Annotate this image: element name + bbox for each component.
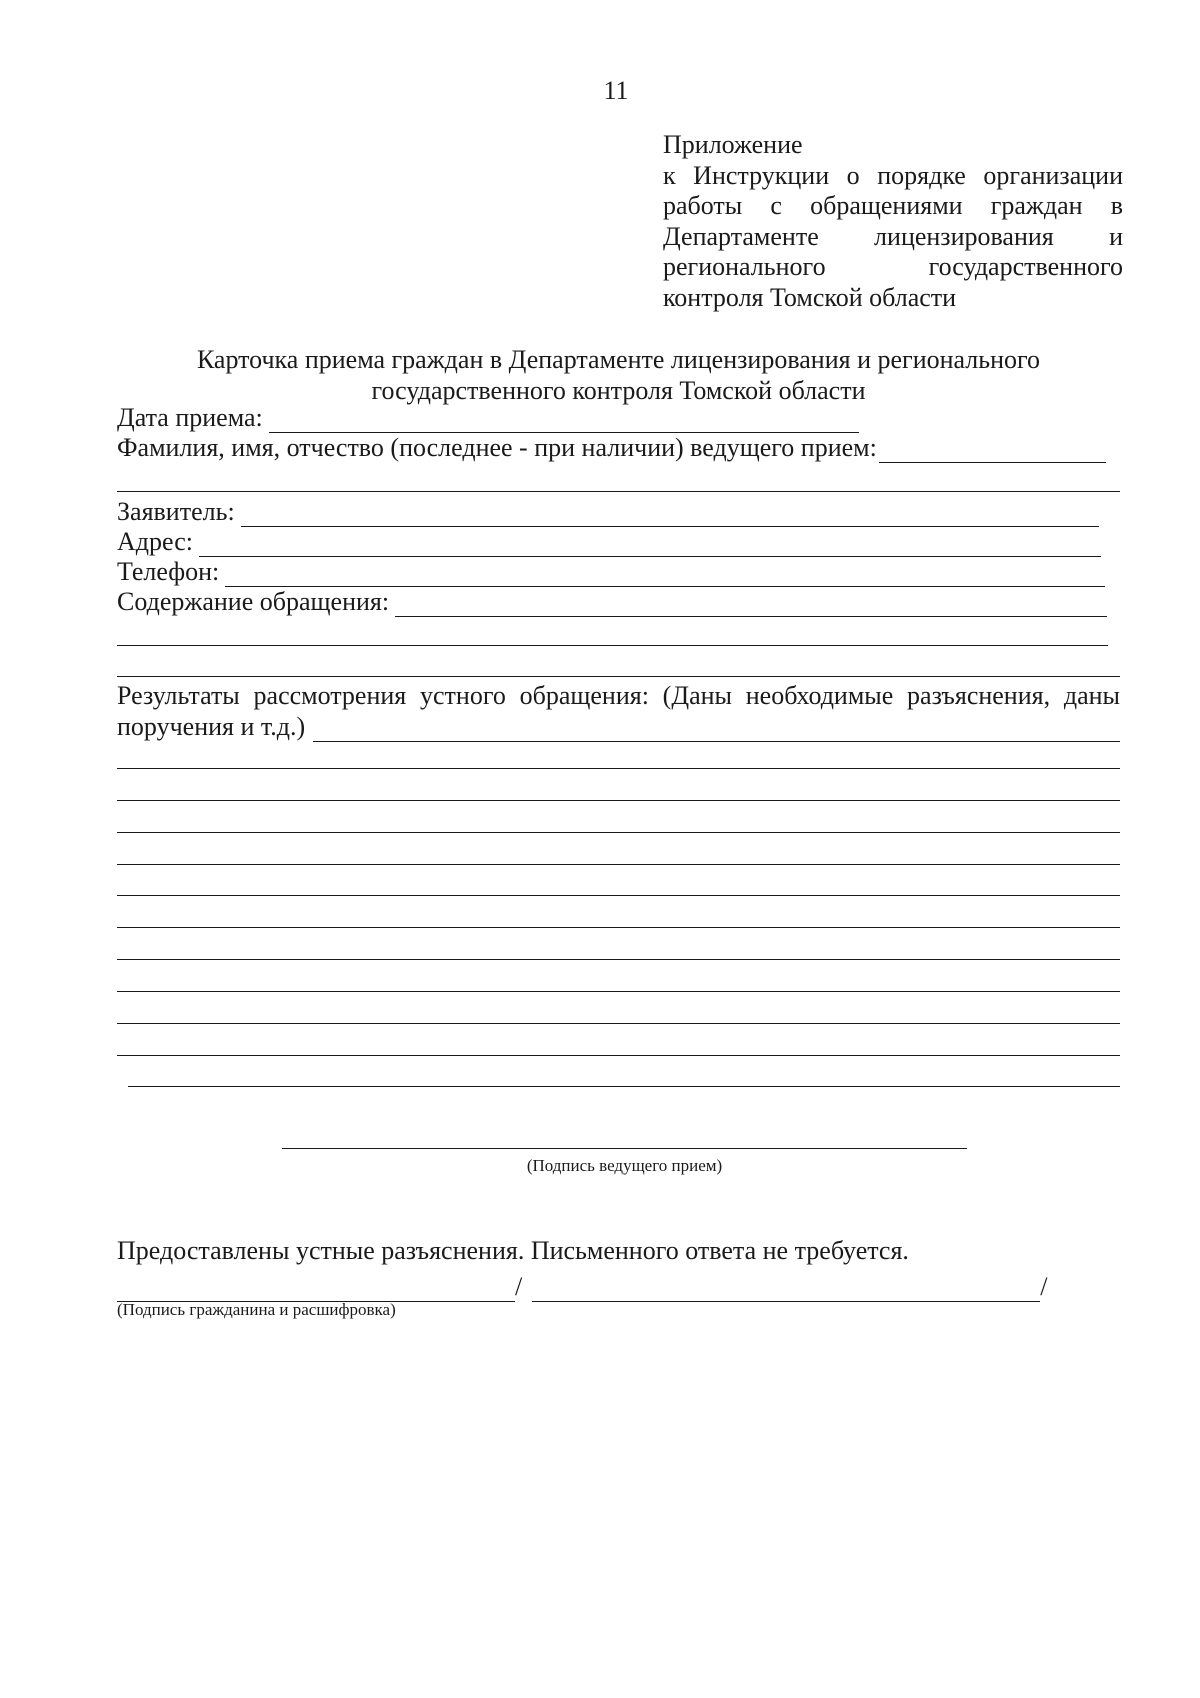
- results-input-line[interactable]: [313, 717, 1120, 742]
- applicant-field[interactable]: [117, 497, 1099, 527]
- address-field[interactable]: [117, 527, 1101, 557]
- host-name-label: Фамилия, имя, отчество (последнее - при наличии) ведущего прием:: [117, 433, 877, 462]
- results-label-continuation: [117, 711, 1120, 742]
- results-label: Результаты рассмотрения устного обращения: (Даны необходимые разъяснения, даны: [117, 681, 1120, 710]
- results-line[interactable]: [117, 768, 1120, 769]
- applicant-input-line[interactable]: [241, 502, 1099, 527]
- slash-separator: /: [1040, 1272, 1048, 1301]
- content-label: Содержание обращения:: [117, 587, 390, 616]
- results-block: [117, 680, 1120, 742]
- citizen-signature-caption: (Подпись гражданина и расшифровка): [117, 1300, 396, 1319]
- phone-label: Телефон:: [117, 557, 220, 586]
- date-label: Дата приема:: [117, 403, 263, 432]
- card-title-line: Карточка приема граждан в Департаменте лицензирования и регионального: [196, 345, 1041, 374]
- results-line[interactable]: [117, 895, 1120, 896]
- content-input-line[interactable]: [395, 592, 1107, 617]
- appendix-line: контроля Томской области: [663, 282, 957, 312]
- content-continuation-line[interactable]: [117, 645, 1108, 646]
- citizen-signature-line[interactable]: [117, 1277, 515, 1302]
- results-line[interactable]: [117, 959, 1120, 960]
- provided-statement: Предоставлены устные разъяснения. Письменного ответа не требуется.: [117, 1236, 909, 1265]
- host-signature-line[interactable]: [282, 1148, 967, 1149]
- address-input-line[interactable]: [199, 532, 1101, 557]
- results-line[interactable]: [117, 864, 1120, 865]
- appendix-block: [663, 130, 1123, 313]
- slash-separator: /: [515, 1272, 523, 1301]
- results-line[interactable]: [117, 832, 1120, 833]
- results-label-tail: поручения и т.д.): [117, 712, 306, 741]
- appendix-line: Приложение: [663, 130, 803, 159]
- results-line[interactable]: [117, 991, 1120, 992]
- page-number: 11: [603, 76, 629, 105]
- host-name-continuation-line[interactable]: [117, 491, 1120, 492]
- results-line[interactable]: [117, 1055, 1120, 1056]
- results-line[interactable]: [117, 800, 1120, 801]
- date-input-line[interactable]: [269, 408, 859, 433]
- citizen-signature-row[interactable]: [117, 1272, 1047, 1302]
- citizen-name-line[interactable]: [532, 1277, 1040, 1302]
- card-title-line: государственного контроля Томской области: [371, 376, 866, 405]
- results-line[interactable]: [117, 927, 1120, 928]
- appendix-line: работы с обращениями граждан в: [663, 191, 1123, 220]
- appendix-line: к Инструкции о порядке организации: [663, 160, 1123, 190]
- content-field[interactable]: [117, 587, 1107, 617]
- appendix-line: регионального государственного: [663, 252, 1123, 281]
- date-field[interactable]: [117, 403, 859, 433]
- results-line[interactable]: [128, 1086, 1120, 1087]
- card-title: [117, 344, 1120, 406]
- host-name-input-line[interactable]: [879, 438, 1106, 463]
- phone-input-line[interactable]: [225, 562, 1105, 587]
- phone-field[interactable]: [117, 557, 1105, 587]
- results-line[interactable]: [117, 1023, 1120, 1024]
- applicant-label: Заявитель:: [117, 497, 235, 526]
- host-signature-caption: (Подпись ведущего прием): [526, 1156, 723, 1175]
- appendix-line: Департаменте лицензирования и: [663, 221, 1123, 251]
- content-continuation-line[interactable]: [117, 676, 1120, 677]
- address-label: Адрес:: [117, 527, 193, 556]
- host-name-field[interactable]: [117, 433, 1106, 463]
